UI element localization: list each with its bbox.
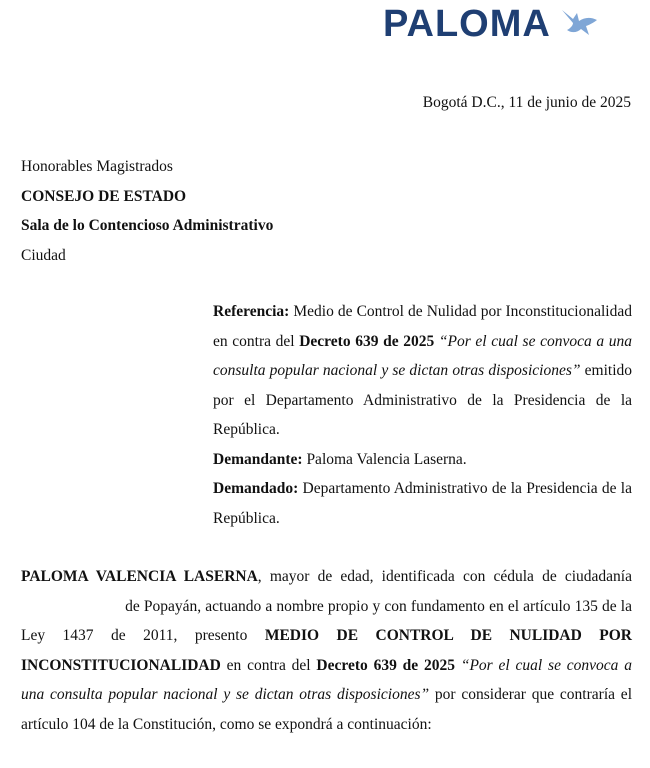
defendant-line [213,474,632,533]
body-text-3: en contra del [220,656,317,674]
logo-text: PALOMA [383,3,551,45]
redacted-id [21,597,121,611]
plaintiff-full-name: PALOMA VALENCIA LASERNA [21,568,258,585]
defendant-label: Demandado: [213,480,299,497]
defendant-name: Departamento Administrativo de la Presidencia de la República. [213,480,632,527]
reference-block [213,297,632,533]
date-line: Bogotá D.C., 11 de junio de 2025 [422,94,631,111]
reference-label: Referencia: [213,303,290,320]
reference-text: Medio de Control de Nulidad por Inconstitucionalidad en contra del [213,303,632,350]
body-quote: “Por el cual se convoca a una consulta popular nacional y se dictan otras disposiciones” [21,656,633,703]
body-decree: Decreto 639 de 2025 [316,656,455,674]
header-logo [383,4,599,44]
plaintiff-label: Demandante: [213,450,303,468]
plaintiff-line [213,445,632,475]
body-block [21,562,632,739]
dove-icon [559,7,599,41]
reference-paragraph [213,297,632,445]
addressee-city: Ciudad [21,246,66,264]
body-text-2: de Popayán, actuando a nombre propio y con fundamento en el artículo 135 de la Ley 1437 de 2011, presento [21,597,632,644]
addressee-salutation: Honorables Magistrados [21,158,173,175]
addressee-block [21,152,273,270]
reference-quote: “Por el cual se convoca a una consulta popular nacional y se dictan otras disposiciones” [213,332,633,379]
addressee-court: CONSEJO DE ESTADO [21,187,187,205]
reference-issuer: emitido por el Departamento Administrativo de la Presidencia de la República. [213,362,632,438]
addressee-chamber: Sala de lo Contencioso Administrativo [21,217,274,234]
action-title: MEDIO DE CONTROL DE NULIDAD POR INCONSTITUCIONALIDAD [21,627,632,674]
body-text-4: por considerar que contraría el artículo 104 de la Constitución, como se expondrá a continuación: [21,686,632,733]
body-paragraph [21,562,632,739]
plaintiff-name: Paloma Valencia Laserna. [302,450,467,468]
body-text-1: , mayor de edad, identificada con cédula de ciudadanía [257,568,632,585]
reference-decree: Decreto 639 de 2025 [299,332,435,350]
